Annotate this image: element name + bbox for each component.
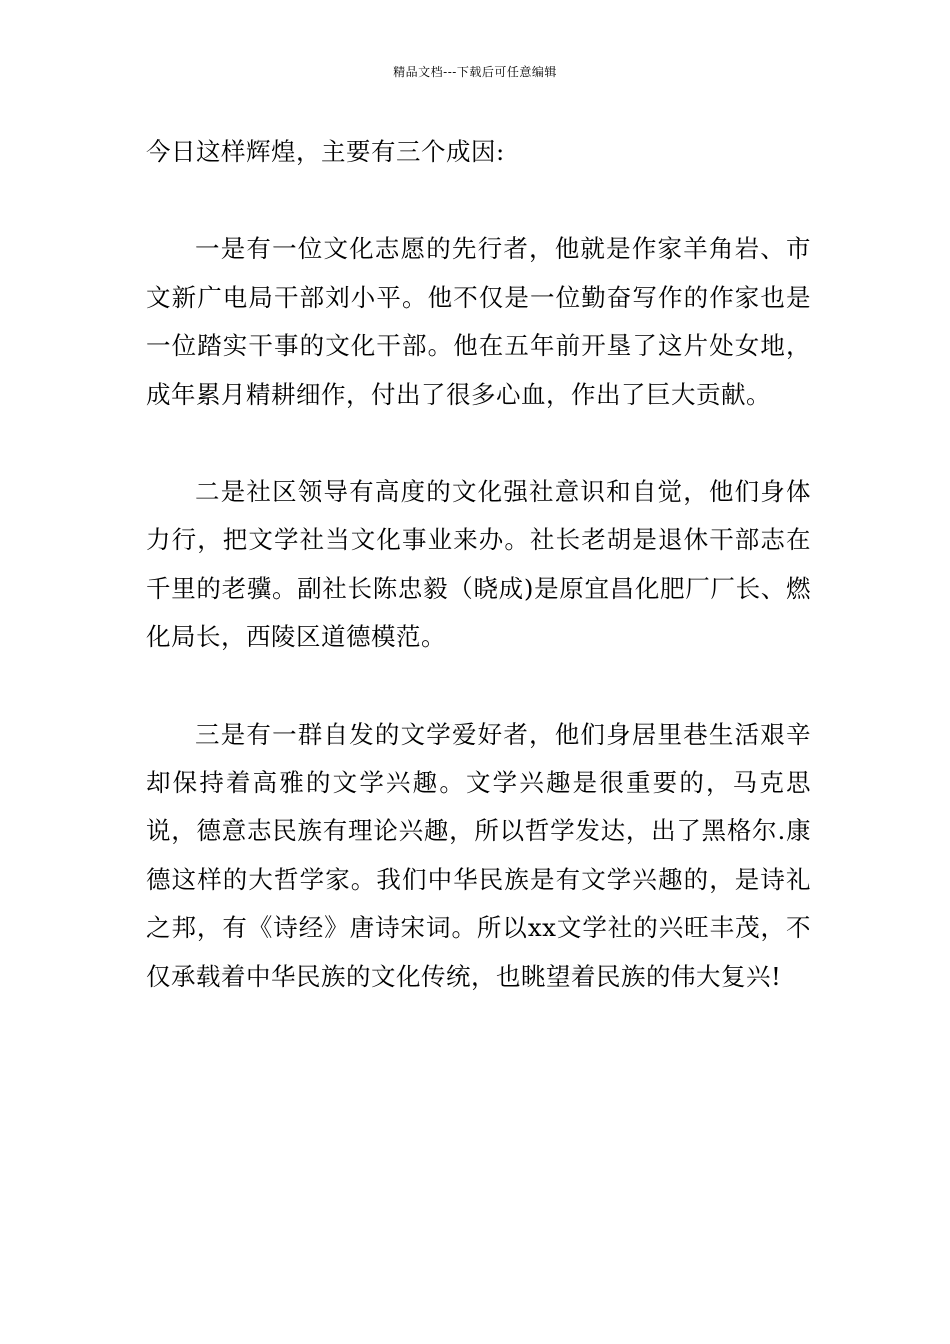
paragraph-3: 三是有一群自发的文学爱好者，他们身居里巷生活艰辛却保持着高雅的文学兴趣。文学兴趣是很重要的，马克思说，德意志民族有理论兴趣，所以哲学发达，出了黑格尔.康德这样的大哲学家。我们中华民族是有文学兴趣的，是诗礼之邦，有《诗经》唐诗宋词。所以xx文学社的兴旺丰茂，不仅承载着中华民族的文化传统，也眺望着民族的伟大复兴! <box>146 719 811 991</box>
intro-line: 今日这样辉煌，主要有三个成因: <box>146 137 505 166</box>
document-body <box>146 128 811 1001</box>
page-header: 精品文档---下载后可任意编辑 <box>393 65 557 79</box>
paragraph-2: 二是社区领导有高度的文化强社意识和自觉，他们身体力行，把文学社当文化事业来办。社长老胡是退休干部志在千里的老骥。副社长陈忠毅（晓成)是原宜昌化肥厂厂长、燃化局长，西陵区道德模范。 <box>146 477 811 652</box>
paragraph-1: 一是有一位文化志愿的先行者，他就是作家羊角岩、市文新广电局干部刘小平。他不仅是一位勤奋写作的作家也是一位踏实干事的文化干部。他在五年前开垦了这片处女地，成年累月精耕细作，付出了很多心血，作出了巨大贡献。 <box>146 234 811 409</box>
